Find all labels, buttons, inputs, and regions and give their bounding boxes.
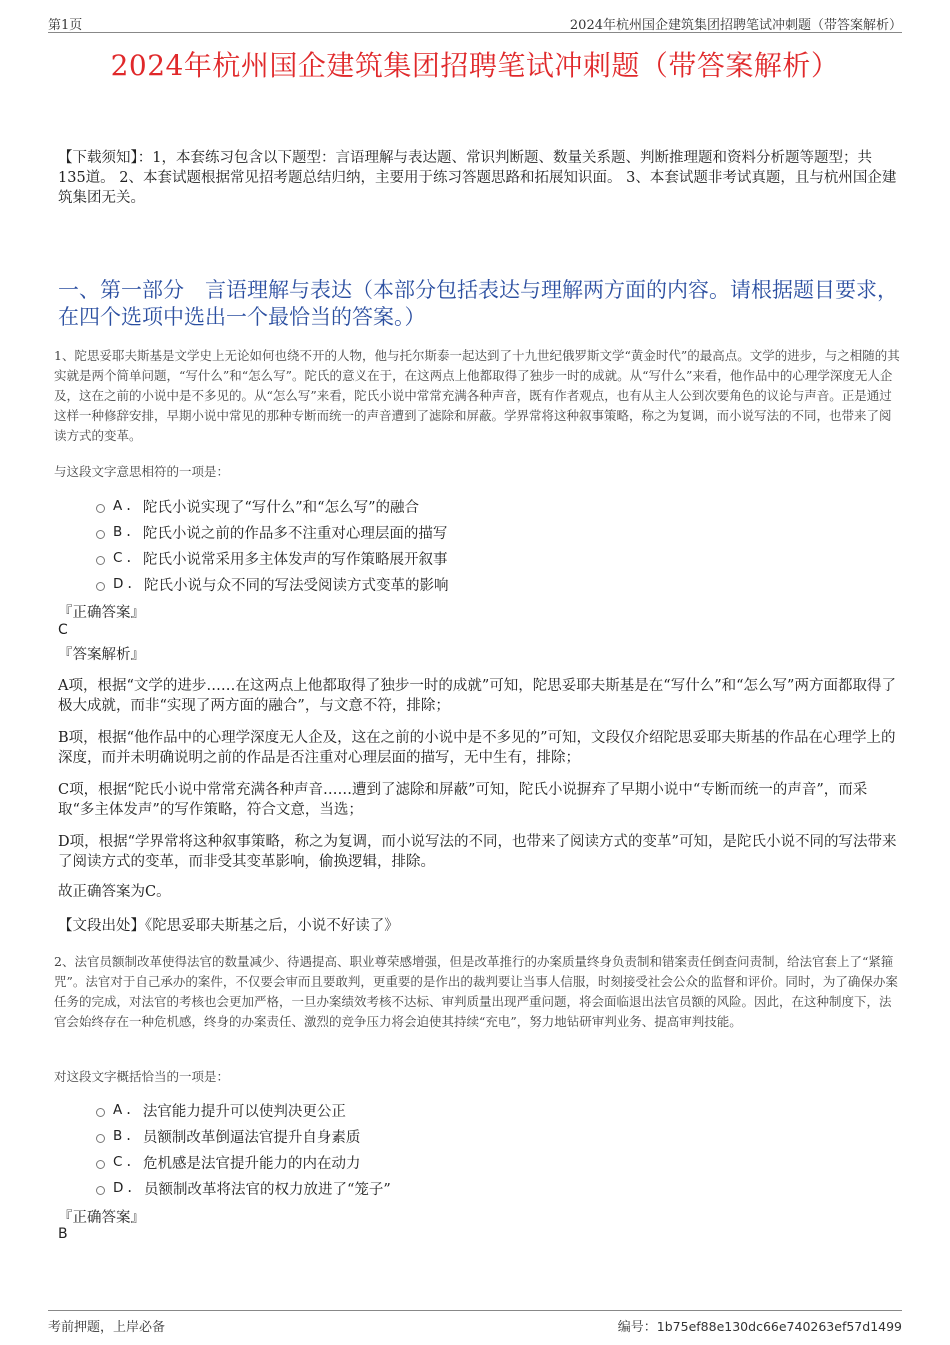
radio-button-icon[interactable] xyxy=(96,582,105,591)
question-1-option-c[interactable]: C . 陀氏小说常采用多主体发声的写作策略展开叙事 xyxy=(96,545,876,571)
question-2-option-a[interactable]: A . 法官能力提升可以使判决更公正 xyxy=(96,1097,876,1123)
question-2-option-b[interactable]: B . 员额制改革倒逼法官提升自身素质 xyxy=(96,1123,876,1149)
page-footer xyxy=(48,1310,902,1333)
question-1-option-b[interactable]: B . 陀氏小说之前的作品多不注重对心理层面的描写 xyxy=(96,519,876,545)
radio-button-icon[interactable] xyxy=(96,1108,105,1117)
page-number: 第1页 xyxy=(48,18,83,33)
footer-code xyxy=(618,1316,902,1335)
option-text: 法官能力提升可以使判决更公正 xyxy=(142,1103,346,1120)
analysis-d: D项，根据“学界常将这种叙事策略，称之为复调，而小说写法的不同，也带来了阅读方式的变革”可知，是陀氏小说不同的写法带来了阅读方式的变革，而非受其变革影响，偷换逻辑，排除。 xyxy=(58,834,897,870)
question-1-option-a[interactable]: A . 陀氏小说实现了“写什么”和“怎么写”的融合 xyxy=(96,493,876,519)
option-text: 陀氏小说与众不同的写法受阅读方式变革的影响 xyxy=(144,577,449,594)
question-1-text: 1、陀思妥耶夫斯基是文学史上无论如何也绕不开的人物，他与托尔斯泰一起达到了十九世纪俄罗斯文学“黄金时代”的最高点。文学的进步，与之相随的其实就是两个简单问题，“写什么”和“怎么写”。陀氏的意义在于，在这两点上他都取得了独步一时的成就。从“写什么”来看，他作品中的心理学深度无人企及，这在之前的小说中是不多见的。从“怎么写”来看，陀氏小说中常常充满各种声音，既有作者观点，也有从主人公到次要角色的议论与声音。正是通过这样一种修辞安排，早期小说中常见的那种专断而统一的声音遭到了滤除和屏蔽。学界常将这种叙事策略，称之为复调，而小说写法的不同，也带来了阅读方式的变革。 xyxy=(54,348,900,443)
option-text: 陀氏小说常采用多主体发声的写作策略展开叙事 xyxy=(143,551,448,568)
footer-code-label: 编号： xyxy=(617,1320,657,1335)
text-source: 【文段出处】《陀思妥耶夫斯基之后，小说不好读了》 xyxy=(58,918,399,934)
option-text: 员额制改革将法官的权力放进了“笼子” xyxy=(144,1181,391,1198)
question-1-answer: C xyxy=(58,622,68,638)
option-text: 陀氏小说之前的作品多不注重对心理层面的描写 xyxy=(142,525,448,542)
correct-answer-label: 『正确答案』 xyxy=(58,1210,145,1226)
page-header xyxy=(48,12,902,33)
radio-button-icon[interactable] xyxy=(96,1186,105,1195)
radio-button-icon[interactable] xyxy=(96,530,105,539)
question-2-text: 2、法官员额制改革使得法官的数量减少、待遇提高、职业尊荣感增强，但是改革推行的办案质量终身负责制和错案责任倒查问责制，给法官套上了“紧箍咒”。法官对于自己承办的案件，不仅要会审而且要敢判，更重要的是作出的裁判要让当事人信服，时刻接受社会公众的监督和评价。同时，为了确保办案任务的完成，对法官的考核也会更加严格，一旦办案绩效考核不达标、审判质量出现严重问题，将会面临退出法官员额的风险。因此，在这种制度下，法官会始终存在一种危机感，终身的办案责任、激烈的竞争压力将会迫使其持续“充电”，努力地钻研审判业务、提高审判技能。 xyxy=(54,954,898,1029)
option-text: 员额制改革倒逼法官提升自身素质 xyxy=(142,1129,361,1146)
question-2-option-d[interactable]: D . 员额制改革将法官的权力放进了“笼子” xyxy=(96,1175,876,1201)
radio-button-icon[interactable] xyxy=(96,1134,105,1143)
question-2-option-c[interactable]: C . 危机感是法官提升能力的内在动力 xyxy=(96,1149,876,1175)
page-title: 2024年杭州国企建筑集团招聘笔试冲刺题（带答案解析） xyxy=(110,49,840,82)
analysis-b: B项，根据“他作品中的心理学深度无人企及，这在之前的小说中是不多见的”可知，文段仅介绍陀思妥耶夫斯基的作品在心理学上的深度，而并未明确说明之前的作品是否注重对心理层面的描写，无中生有，排除； xyxy=(58,730,896,766)
radio-button-icon[interactable] xyxy=(96,1160,105,1169)
analysis-conclusion: 故正确答案为C。 xyxy=(58,884,171,900)
question-1-option-d[interactable]: D . 陀氏小说与众不同的写法受阅读方式变革的影响 xyxy=(96,571,876,597)
option-text: 陀氏小说实现了“写什么”和“怎么写”的融合 xyxy=(142,499,420,516)
question-1-prompt: 与这段文字意思相符的一项是： xyxy=(54,464,230,479)
download-notice: 【下载须知】：1，本套练习包含以下题型：言语理解与表达题、常识判断题、数量关系题、判断推理题和资料分析题等题型；共135道。 2、本套试题根据常见招考题总结归纳，主要用于练习答题思路和拓展知识面。 3、本套试题非考试真题，且与杭州国企建筑集团无关。 xyxy=(58,150,897,206)
radio-button-icon[interactable] xyxy=(96,504,105,513)
footer-slogan: 考前押题，上岸必备 xyxy=(48,1320,166,1335)
footer-code-value: 1b75ef88e130dc66e740263ef57d1499 xyxy=(656,1319,902,1334)
question-2-options xyxy=(96,1097,876,1201)
header-doc-title: 2024年杭州国企建筑集团招聘笔试冲刺题（带答案解析） xyxy=(569,18,902,33)
analysis-a: A项，根据“文学的进步……在这两点上他都取得了独步一时的成就”可知，陀思妥耶夫斯基是在“写什么”和“怎么写”两方面都取得了极大成就，而非“实现了两方面的融合”，与文意不符，排除； xyxy=(58,678,896,714)
analysis-label: 『答案解析』 xyxy=(58,647,145,663)
question-2-prompt: 对这段文字概括恰当的一项是： xyxy=(54,1069,230,1084)
correct-answer-label: 『正确答案』 xyxy=(58,605,145,621)
section-title: 一、第一部分 言语理解与表达（本部分包括表达与理解两方面的内容。请根据题目要求，在四个选项中选出一个最恰当的答案。） xyxy=(58,278,898,329)
radio-button-icon[interactable] xyxy=(96,556,105,565)
question-1-options xyxy=(96,493,876,597)
analysis-c: C项，根据“陀氏小说中常常充满各种声音……遭到了滤除和屏蔽”可知，陀氏小说摒弃了早期小说中“专断而统一的声音”，而采取“多主体发声”的写作策略，符合文意，当选； xyxy=(58,782,868,818)
question-2-answer: B xyxy=(58,1226,68,1242)
option-text: 危机感是法官提升能力的内在动力 xyxy=(143,1155,361,1172)
